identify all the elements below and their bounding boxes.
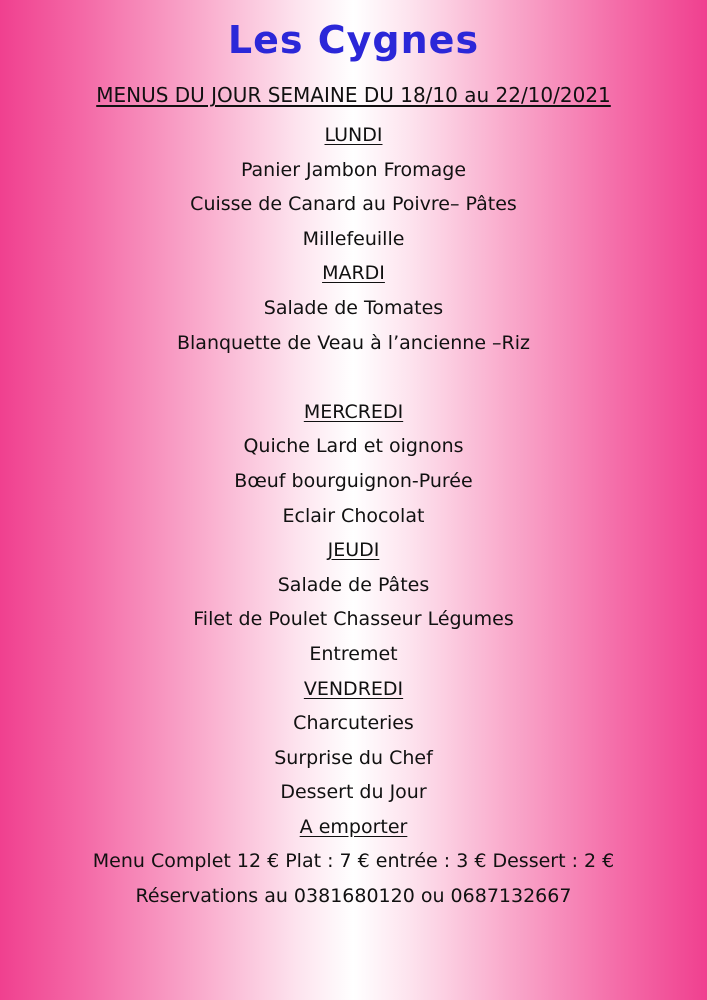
menu-item: Blanquette de Veau à l’ancienne –Riz [176, 331, 530, 354]
menu-item: Dessert du Jour [280, 781, 427, 804]
menu-item-empty [0, 360, 707, 395]
takeaway-heading: A emporter [299, 815, 408, 838]
week-menu-heading: MENUS DU JOUR SEMAINE DU 18/10 au 22/10/2021 [96, 83, 611, 107]
menu-item: Charcuteries [293, 712, 414, 735]
reservation-phone: Réservations au 0381680120 ou 0687132667 [135, 885, 572, 908]
restaurant-title: Les Cygnes [227, 18, 480, 62]
menu-item: Eclair Chocolat [282, 504, 425, 527]
day-heading-jeudi: JEUDI [327, 539, 380, 562]
price-list: Menu Complet 12 € Plat : 7 € entrée : 3 € Dessert : 2 € [92, 850, 615, 873]
menu-item: Filet de Poulet Chasseur Légumes [193, 608, 514, 631]
day-heading-lundi: LUNDI [324, 124, 383, 146]
menu-item: Millefeuille [302, 227, 405, 250]
menu-item: Salade de Tomates [263, 296, 444, 319]
menu-item: Panier Jambon Fromage [240, 158, 467, 181]
day-heading-mercredi: MERCREDI [303, 400, 404, 423]
menu-item: Quiche Lard et oignons [243, 435, 464, 458]
menu-item: Cuisse de Canard au Poivre– Pâtes [190, 193, 517, 216]
menu-item: Salade de Pâtes [277, 573, 430, 596]
day-heading-vendredi: VENDREDI [303, 677, 404, 700]
day-heading-mardi: MARDI [322, 262, 385, 285]
menu-item: Surprise du Chef [274, 746, 433, 769]
menu-item: Bœuf bourguignon-Purée [234, 469, 473, 492]
menu-list [0, 118, 707, 914]
menu-item: Entremet [309, 642, 398, 665]
